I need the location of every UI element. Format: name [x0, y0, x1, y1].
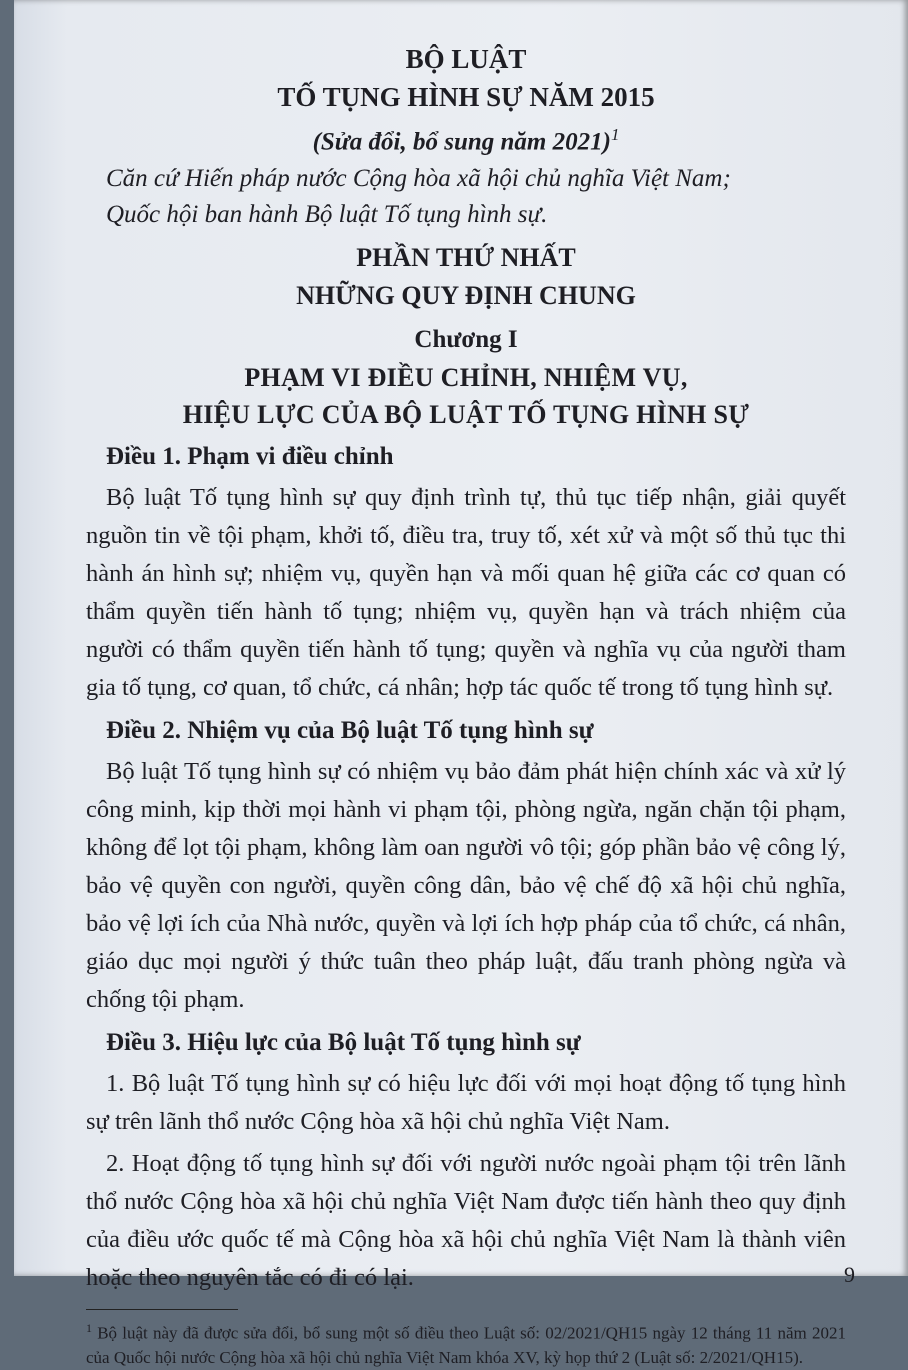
- footnote-divider: [86, 1309, 238, 1310]
- footnote-ref: 1: [610, 125, 620, 144]
- law-title-line2: TỐ TỤNG HÌNH SỰ NĂM 2015: [277, 82, 655, 112]
- preamble-line-2: Quốc hội ban hành Bộ luật Tố tụng hình sự.: [106, 201, 548, 229]
- part-label: PHẦN THỨ NHẤT: [356, 243, 576, 273]
- article-1-title: Điều 1. Phạm vi điều chỉnh: [106, 443, 394, 471]
- chapter-name-line2: HIỆU LỰC CỦA BỘ LUẬT TỐ TỤNG HÌNH SỰ: [182, 400, 750, 430]
- article-3-paragraph-1: 1. Bộ luật Tố tụng hình sự có hiệu lực đối với mọi hoạt động tố tụng hình sự trên lãnh thổ nước Cộng hòa xã hội chủ nghĩa Việt Nam.: [86, 1070, 846, 1136]
- chapter-label: Chương I: [414, 326, 518, 354]
- chapter-name-line1: PHẠM VI ĐIỀU CHỈNH, NHIỆM VỤ,: [244, 363, 688, 393]
- article-2-paragraph: Bộ luật Tố tụng hình sự có nhiệm vụ bảo đảm phát hiện chính xác và xử lý công minh, kịp thời mọi hành vi phạm tội, phòng ngừa, ngăn chặn tội phạm, không để lọt tội phạm, không làm oan người vô tội; góp phần bảo vệ công lý, bảo vệ quyền con người, quyền công dân, bảo vệ chế độ xã hội chủ nghĩa, bảo vệ lợi ích của Nhà nước, quyền và lợi ích hợp pháp của tổ chức, cá nhân, giáo dục mọi người ý thức tuân theo pháp luật, đấu tranh phòng ngừa và chống tội phạm.: [86, 758, 846, 1014]
- article-3-paragraph-2: 2. Hoạt động tố tụng hình sự đối với người nước ngoài phạm tội trên lãnh thổ nước Cộng hòa xã hội chủ nghĩa Việt Nam được tiến hành theo quy định của điều ước quốc tế mà Cộng hòa xã hội chủ nghĩa Việt Nam là thành viên hoặc theo nguyên tắc có đi có lại.: [86, 1150, 846, 1292]
- part-name: NHỮNG QUY ĐỊNH CHUNG: [296, 281, 636, 311]
- footnote: [86, 1316, 846, 1370]
- article-3-title: Điều 3. Hiệu lực của Bộ luật Tố tụng hình sự: [106, 1029, 581, 1057]
- footnote-marker: 1: [86, 1321, 92, 1336]
- law-title-line1: BỘ LUẬT: [405, 44, 527, 74]
- amendment-subtitle: [86, 116, 846, 161]
- article-2-title: Điều 2. Nhiệm vụ của Bộ luật Tố tụng hình sự: [106, 717, 594, 745]
- article-1-paragraph: Bộ luật Tố tụng hình sự quy định trình tự, thủ tục tiếp nhận, giải quyết nguồn tin về tội phạm, khởi tố, điều tra, truy tố, xét xử và một số thủ tục thi hành án hình sự; nhiệm vụ, quyền hạn và mối quan hệ giữa các cơ quan có thẩm quyền tiến hành tố tụng; nhiệm vụ, quyền hạn và trách nhiệm của người có thẩm quyền tiến hành tố tụng; quyền và nghĩa vụ của người tham gia tố tụng, cơ quan, tổ chức, cá nhân; hợp tác quốc tế trong tố tụng hình sự.: [86, 484, 846, 702]
- footnote-text: Bộ luật này đã được sửa đổi, bổ sung một số điều theo Luật số: 02/2021/QH15 ngày 12 tháng 11 năm 2021 của Quốc hội nước Cộng hòa xã hội chủ nghĩa Việt Nam khóa XV, kỳ họp thứ 2 (Luật số: 2/2021/QH15).: [86, 1323, 846, 1367]
- preamble-line-1: Căn cứ Hiến pháp nước Cộng hòa xã hội chủ nghĩa Việt Nam;: [106, 165, 731, 193]
- page-number: 9: [844, 1262, 855, 1287]
- amendment-text: (Sửa đổi, bổ sung năm 2021): [312, 128, 611, 156]
- book-page: [14, 0, 908, 1367]
- page-content: [86, 40, 846, 1370]
